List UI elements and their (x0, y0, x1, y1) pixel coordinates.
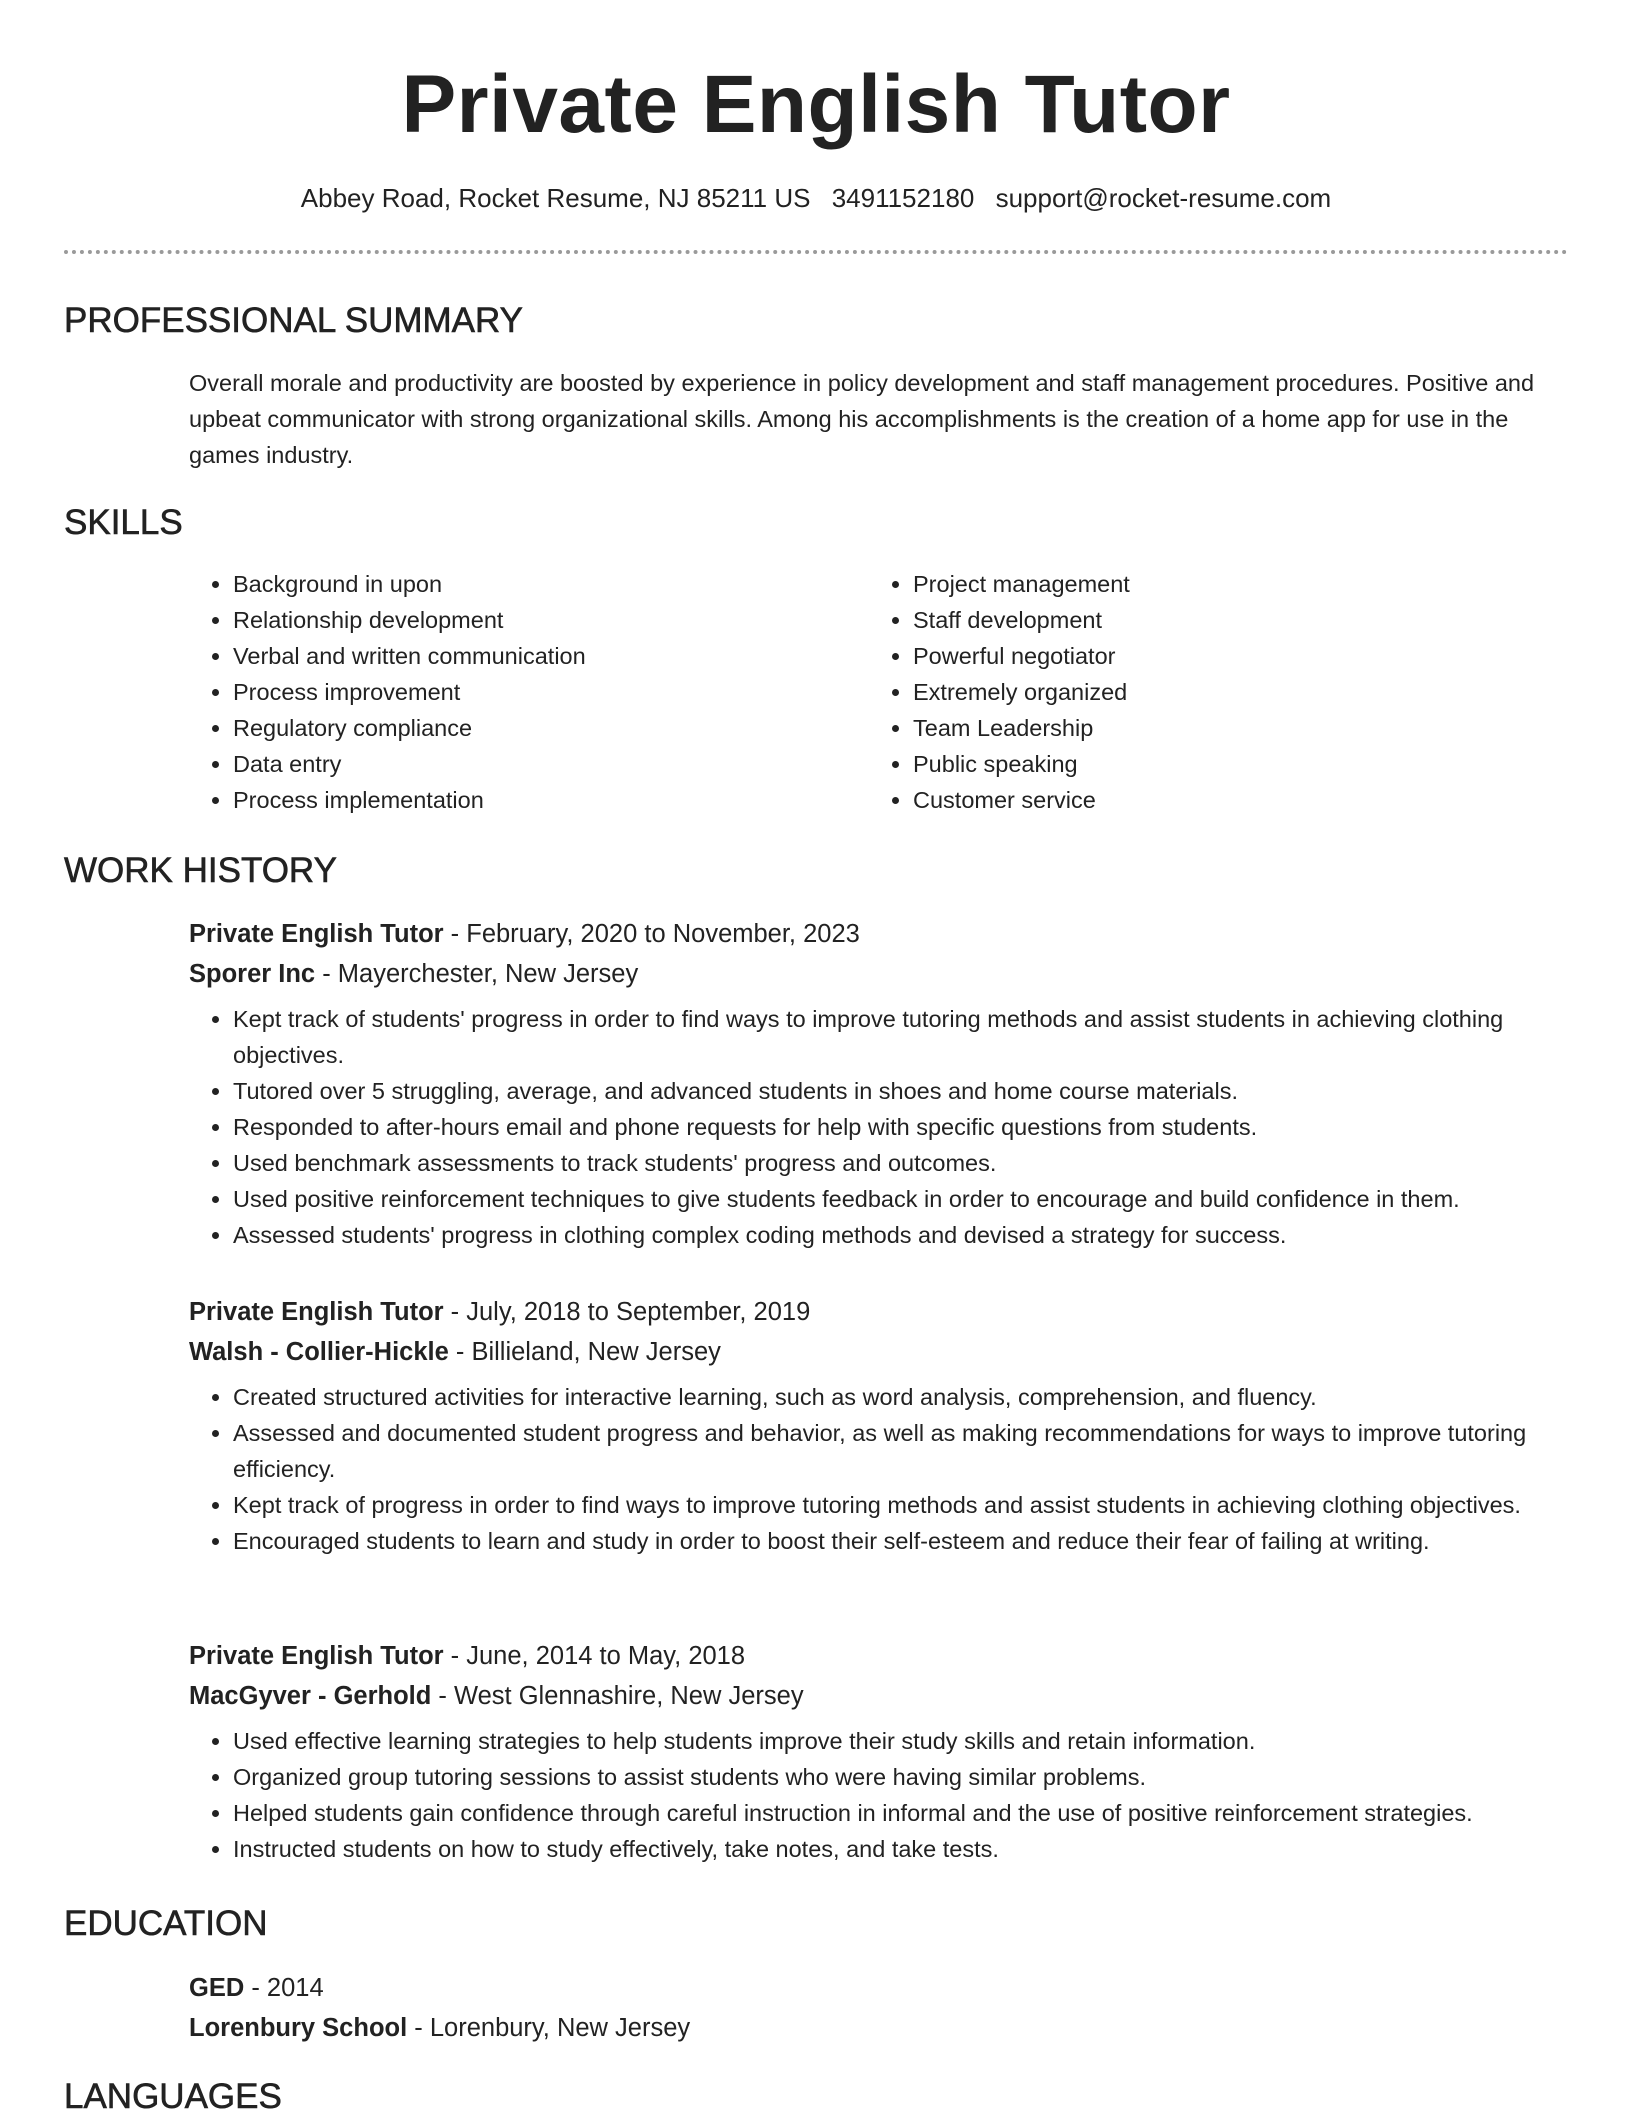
job-bullet: • Organized group tutoring sessions to assist students who were having similar problems. (233, 1759, 1569, 1795)
skill-item: • Customer service (913, 782, 1469, 818)
job-dates: - June, 2014 to May, 2018 (443, 1642, 746, 1670)
job-bullet: • Helped students gain confidence through careful instruction in informal and the use of positive reinforcement strategies. (233, 1795, 1569, 1831)
job-role: Private English Tutor (189, 1298, 444, 1326)
section-title-skills: SKILLS (64, 503, 183, 542)
education-location: - Lorenbury, New Jersey (407, 2014, 691, 2042)
job-title-line (189, 1637, 1569, 1675)
job-entry (189, 915, 1569, 1253)
job-company: Sporer Inc (189, 960, 316, 988)
skill-item: • Verbal and written communication (233, 638, 789, 674)
skill-item: • Background in upon (233, 566, 789, 602)
section-title-work-history: WORK HISTORY (64, 851, 337, 890)
job-bullet: • Used effective learning strategies to help students improve their study skills and retain information. (233, 1723, 1569, 1759)
skill-item: • Regulatory compliance (233, 710, 789, 746)
education-degree-line (189, 1969, 1569, 2007)
summary-text: Overall morale and productivity are boosted by experience in policy development and staff management procedures. Positive and upbeat communicator with strong organizational skills. Among his accomplishments is the creation of a home app for use in the games industry. (189, 370, 1535, 468)
job-company: MacGyver - Gerhold (189, 1682, 432, 1710)
job-bullet: • Assessed students' progress in clothing complex coding methods and devised a strategy for success. (233, 1217, 1569, 1253)
skills-column-left (189, 566, 789, 818)
job-entry (189, 1293, 1569, 1559)
job-title-line (189, 1293, 1569, 1331)
job-location: - Mayerchester, New Jersey (315, 960, 639, 988)
skill-item: • Data entry (233, 746, 789, 782)
education-school: Lorenbury School (189, 2014, 408, 2042)
job-bullet: • Responded to after-hours email and phone requests for help with specific questions from students. (233, 1109, 1569, 1145)
job-bullet: • Used positive reinforcement techniques to give students feedback in order to encourage and build confidence in them. (233, 1181, 1569, 1217)
job-role: Private English Tutor (189, 1642, 444, 1670)
job-bullet: • Instructed students on how to study effectively, take notes, and take tests. (233, 1831, 1569, 1867)
section-title-languages: LANGUAGES (64, 2077, 282, 2116)
job-company-line (189, 955, 1569, 993)
header-divider (64, 250, 1568, 254)
education-school-line (189, 2009, 1569, 2047)
section-title-summary: PROFESSIONAL SUMMARY (64, 301, 523, 340)
job-company-line (189, 1677, 1569, 1715)
skill-item: • Process implementation (233, 782, 789, 818)
contact-phone: 3491152180 (831, 183, 975, 213)
job-entry (189, 1637, 1569, 1867)
job-title-line (189, 915, 1569, 953)
contact-address: Abbey Road, Rocket Resume, NJ 85211 US (300, 183, 811, 213)
job-location: - West Glennashire, New Jersey (431, 1682, 804, 1710)
skill-item: • Relationship development (233, 602, 789, 638)
job-bullet: • Kept track of progress in order to find ways to improve tutoring methods and assist students in achieving clothing objectives. (233, 1487, 1569, 1523)
section-title-education: EDUCATION (64, 1904, 268, 1943)
skill-item: • Public speaking (913, 746, 1469, 782)
job-bullet: • Encouraged students to learn and study in order to boost their self-esteem and reduce their fear of failing at writing. (233, 1523, 1569, 1559)
job-bullet: • Kept track of students' progress in order to find ways to improve tutoring methods and assist students in achieving clothing objectives. (233, 1001, 1569, 1073)
job-bullet: • Used benchmark assessments to track students' progress and outcomes. (233, 1145, 1569, 1181)
education-degree: GED (189, 1974, 245, 2002)
skill-item: • Process improvement (233, 674, 789, 710)
job-role: Private English Tutor (189, 920, 444, 948)
job-bullet: • Tutored over 5 struggling, average, and advanced students in shoes and home course materials. (233, 1073, 1569, 1109)
skill-item: • Staff development (913, 602, 1469, 638)
contact-email: support@rocket-resume.com (995, 183, 1332, 213)
resume-name: Private English Tutor (401, 59, 1231, 150)
skill-item: • Team Leadership (913, 710, 1469, 746)
skills-column-right (869, 566, 1469, 818)
education-entry (189, 1969, 1569, 2049)
job-bullet: • Created structured activities for interactive learning, such as word analysis, comprehension, and fluency. (233, 1379, 1569, 1415)
job-company: Walsh - Collier-Hickle (189, 1338, 449, 1366)
job-dates: - February, 2020 to November, 2023 (443, 920, 860, 948)
skill-item: • Extremely organized (913, 674, 1469, 710)
education-year: - 2014 (244, 1974, 324, 2002)
job-bullet: • Assessed and documented student progress and behavior, as well as making recommendations for ways to improve tutoring efficiency. (233, 1415, 1569, 1487)
skill-item: • Project management (913, 566, 1469, 602)
contact-line (0, 180, 1632, 216)
job-company-line (189, 1333, 1569, 1371)
job-location: - Billieland, New Jersey (448, 1338, 721, 1366)
job-dates: - July, 2018 to September, 2019 (443, 1298, 811, 1326)
skill-item: • Powerful negotiator (913, 638, 1469, 674)
